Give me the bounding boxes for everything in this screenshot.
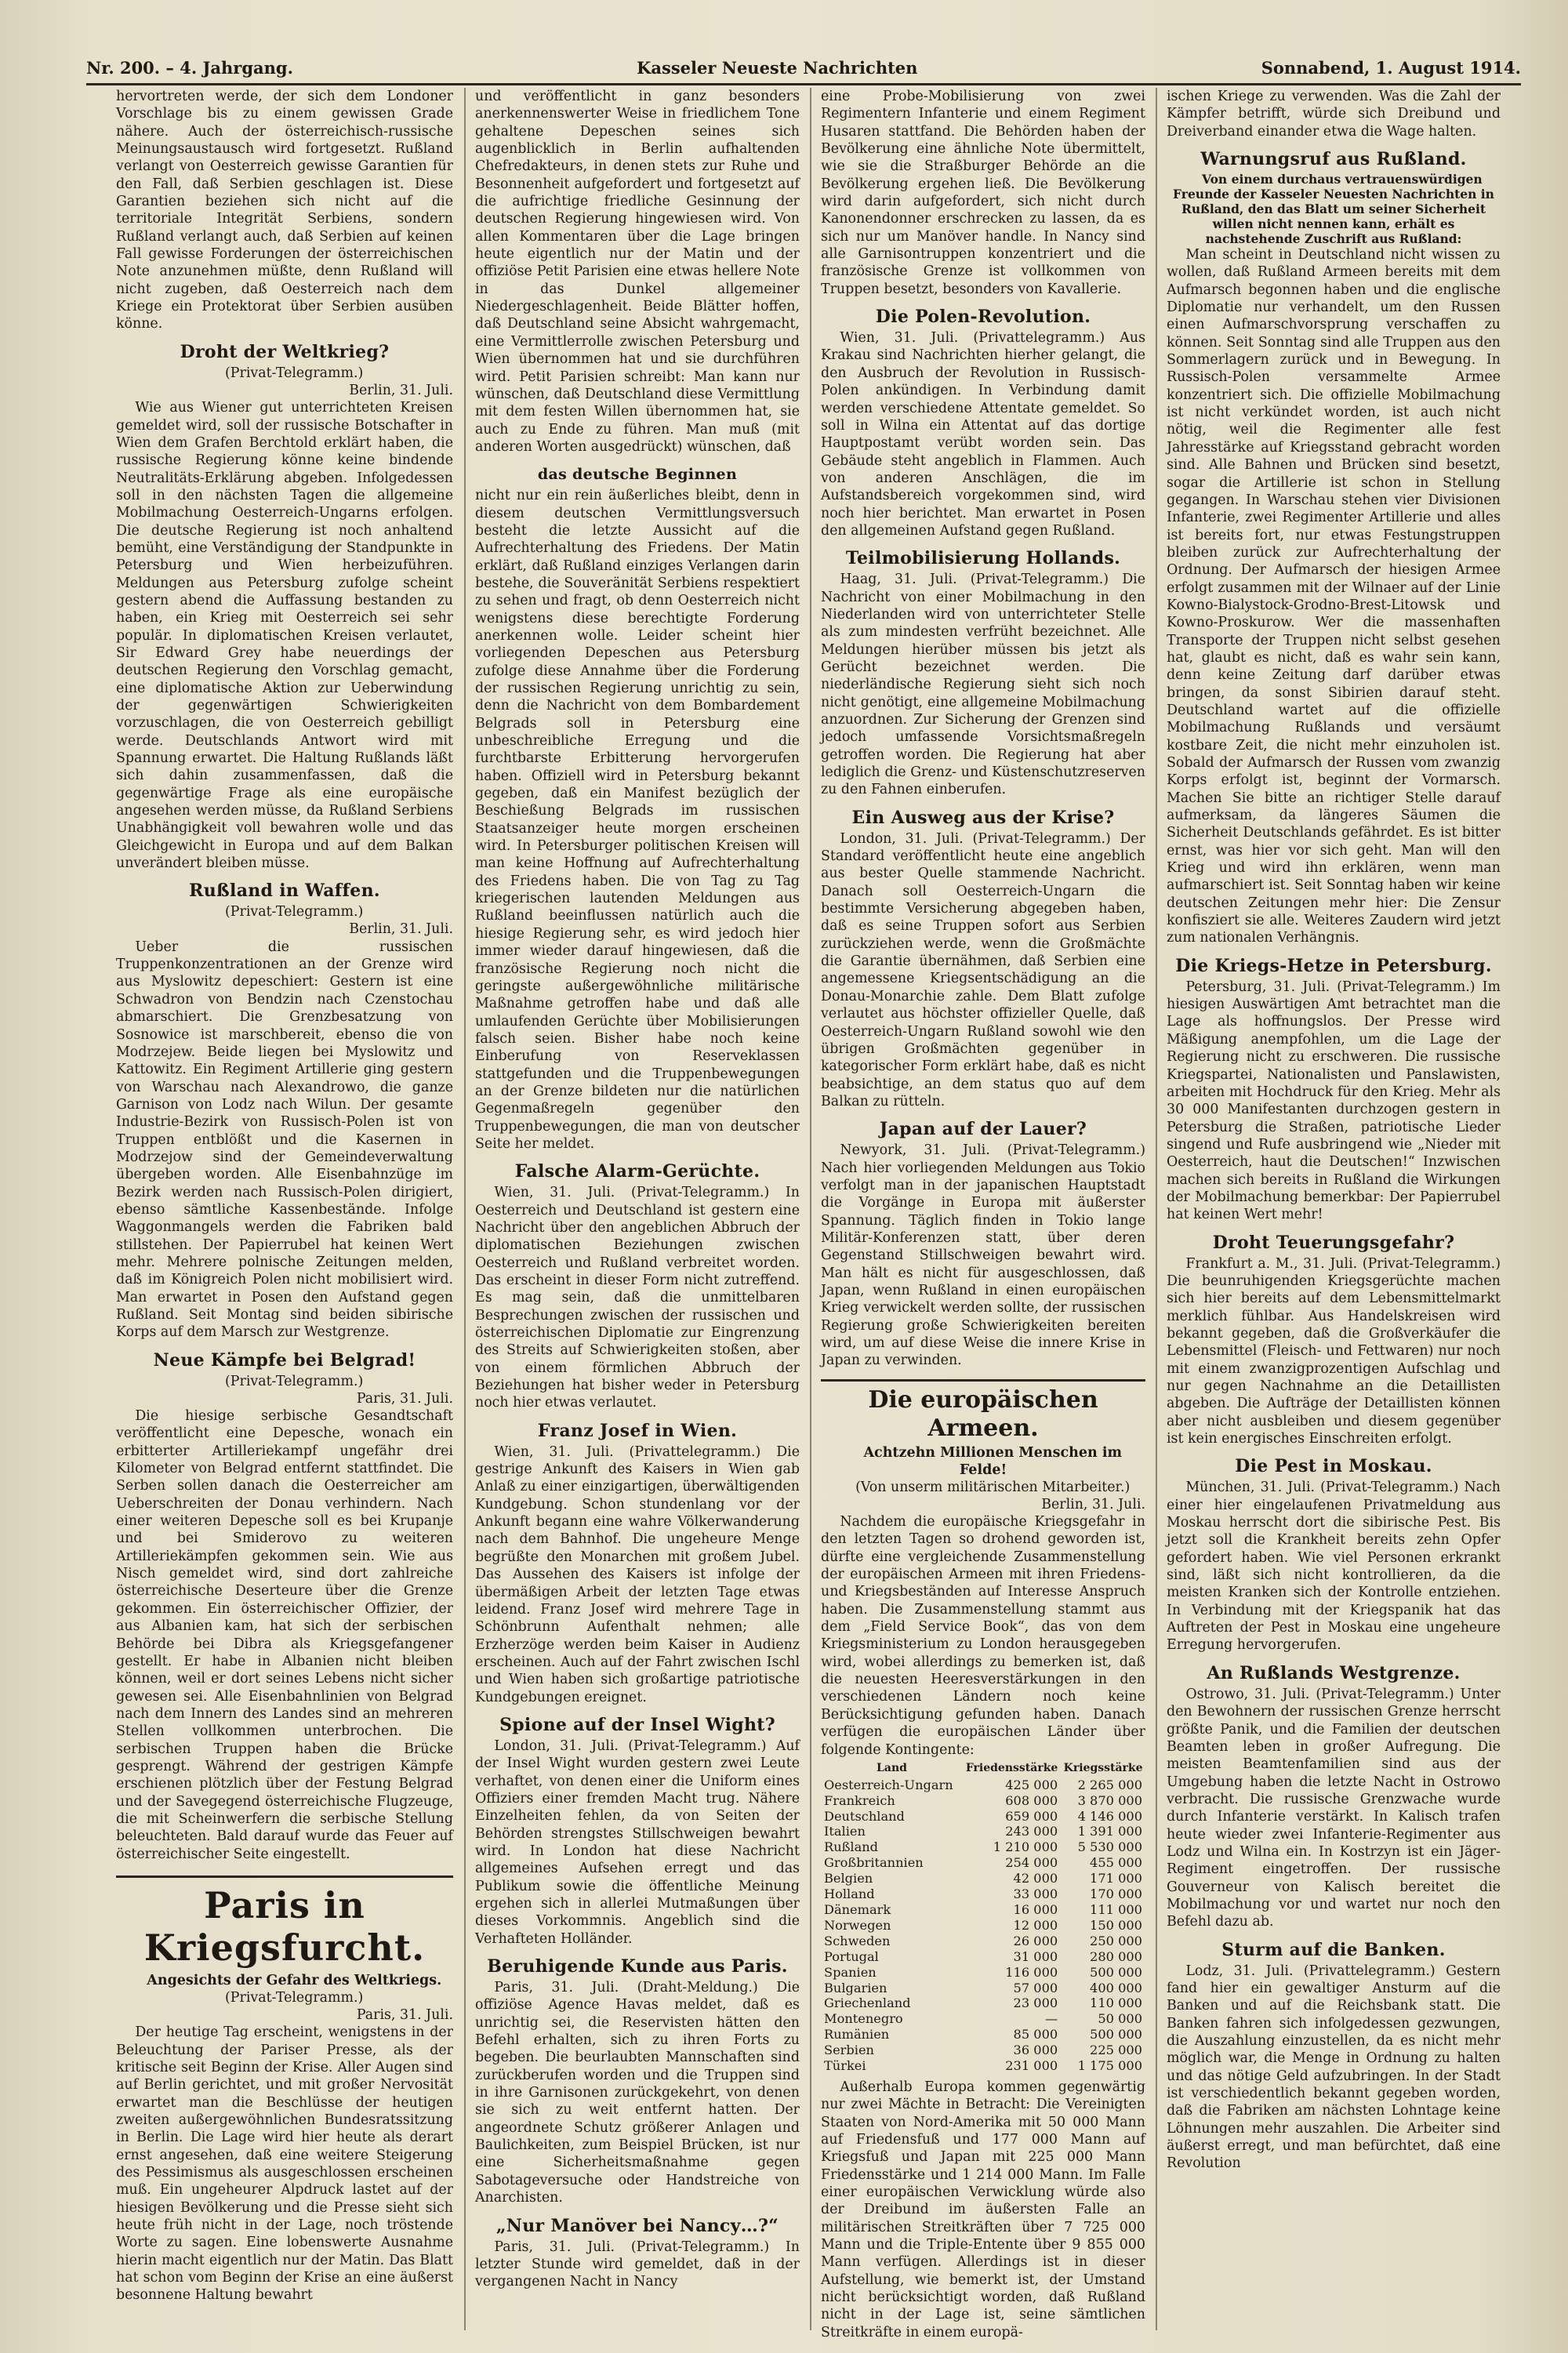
table-cell-war: 500 000 — [1090, 1964, 1142, 1980]
table-row — [821, 1934, 1145, 1949]
headline-alarm-geruechte: Falsche Alarm-Gerüchte. — [514, 1161, 760, 1182]
article-body: nicht nur ein rein äußerliches bleibt, denn in diesem deutschen Vermittlungsversuch besteht die letzte Aussicht auf die Aufrechterhaltung des Friedens. Der Matin erklärt, daß Rußland einziges Verlangen darin bestehe, die Souveränität Serbiens respektiert zu sehen und fragt, ob denn Oesterreich nicht wenigstens diese berechtigte Forderung anerkennen wolle. Leider scheint hier vorliegenden Depeschen aus Petersburg zufolge diese Annahme über die Forderung der russischen Regierung unrichtig zu sein, denn die Nachricht von dem Bombardement Belgrads soll in Petersburg eine unbeschreibliche Erregung und die furchtbarste Erbitterung hervorgerufen haben. Offiziell wird in Petersburg bekannt gegeben, daß ein Manifest bezüglich der Beschießung Belgrads im russischen Staatsanzeiger heute morgen erscheinen wird. In Petersburger politischen Kreisen will man keine Hoffnung auf Aufrechterhaltung des Friedens haben. Die von Tag zu Tag kriegerischen lautenden Meldungen aus Rußland beeinflussen natürlich auch die hiesige Regierung sehr, es wird jedoch hier immer wieder darauf hingewiesen, daß die französische Regierung noch nicht die geringste außergewöhnliche militärische Maßnahme getroffen habe und daß alle umlaufenden Gerüchte über Mobilisierungen falsch seien. Bisher habe noch keine Einberufung von Reserveklassen stattgefunden und die Truppenbewegungen an der Grenze bildeten nur die natürlichen Gegenmaßregeln gegenüber den Truppenbewegungen, die man von deutscher Seite her meldet. — [475, 488, 800, 1152]
masthead — [86, 52, 1521, 85]
table-cell-war: 170 000 — [1090, 1886, 1142, 1902]
table-cell-country: Rumänien — [824, 2027, 890, 2043]
table-cell-peace: 243 000 — [1005, 1824, 1058, 1839]
dateline: Berlin, 31. Juli. — [349, 382, 453, 398]
table-header: Kriegsstärke — [1063, 1761, 1143, 1774]
table-cell-peace: 425 000 — [1005, 1777, 1058, 1792]
article-body: Der heutige Tag erscheint, wenigstens in der Beleuchtung der Pariser Presse, als der kritische seit Beginn der Krise. Aller Augen sind auf Berlin gerichtet, und mit großer Nervosität erwartet man die Beschlüsse der heutigen zweiten außergewöhnlichen Bundesratssitzung in Berlin. Die Lage wird hier heute als derart ernst angesehen, daß eine weitere Steigerung des Pessimismus als ausgeschlossen erscheinen muß. Ein ungeheurer Alpdruck lastet auf der hiesigen Bevölkerung und die Presse sieht sich heute früh nicht in der Lage, noch tröstende Worte zu sagen. Eine lobenswerte Ausnahme hierin macht eigentlich nur der Matin. Das Blatt hat schon vom Beginn der Krise an eine äußerst besonnene Haltung bewahrt — [116, 2024, 453, 2304]
table-row — [821, 1824, 1145, 1839]
table-row — [821, 1855, 1145, 1871]
table-header: Land — [877, 1761, 907, 1774]
table-header-row — [821, 1760, 1145, 1777]
column-rule — [810, 88, 811, 2330]
table-row — [821, 2043, 1145, 2058]
article-body: Wie aus Wiener gut unterrichteten Kreisen gemeldet wird, soll der russische Botschafter in Wien dem Grafen Berchtold erklärt haben, die russische Regierung könne keine bindende Neutralitäts-Erklärung abgeben. Infolgedessen soll in den nächsten Tagen die allgemeine Mobilmachung Oesterreich-Ungarns erfolgen. Die deutsche Regierung ist noch anhaltend bemüht, eine Verständigung der Standpunkte in Petersburg und Wien herbeizuführen. Meldungen aus Petersburg zufolge scheint gestern abend die Auffassung bestanden zu haben, ein Krieg mit Oesterreich sei sehr populär. In diplomatischen Kreisen verlautet, Sir Edward Grey habe neuerdings der deutschen Regierung den Vorschlag gemacht, eine diplomatische Aktion zur Ueberwindung der gegenwärtigen Schwierigkeiten vorzuschlagen, die von Oesterreich gebilligt werde. Deutschlands Antwort wird mit Spannung erwartet. Die Haltung Rußlands läßt sich dahin zusammenfassen, daß die gegenwärtige Frage als eine europäische angesehen werden müsse, da Rußland Serbiens Unabhängigkeit voll bewahren wolle und das Gleichgewicht in Europa und auf dem Balkan unverändert bleiben müsse. — [116, 400, 453, 872]
table-cell-war: 280 000 — [1090, 1948, 1142, 1964]
table-cell-peace: 659 000 — [1005, 1808, 1058, 1824]
table-row — [821, 1839, 1145, 1855]
column-4 — [1167, 88, 1501, 2330]
table-cell-country: Oesterreich-Ungarn — [824, 1777, 953, 1792]
subheadline: Angesichts der Gefahr des Weltkriegs. — [147, 1972, 442, 1988]
headline-manoever-nancy: „Nur Manöver bei Nancy…?“ — [495, 2215, 779, 2236]
table-cell-country: Griechenland — [824, 1995, 911, 2011]
source-line: (Privat-Telegramm.) — [225, 1989, 364, 2006]
article-body: Die hiesige serbische Gesandtschaft veröffentlicht eine Depesche, wonach ein erbitterter Artilleriekampf ungefähr drei Kilometer von Belgrad entfernt stattfindet. Die Serben sollen danach die Oesterreicher am Ueberschreiten der Donau verhindern. Nach einer weiteren Depesche soll es bei Krupanje und bei Smiderovo zu weiteren Artilleriekämpfen gekommen sein. Wie aus Nisch gemeldet wird, sind dort zahlreiche österreichische Deserteure über die Grenze gekommen. Ein österreichischer Offizier, der aus Albanien kam, hat sich der serbischen Behörde bei Dibra als Kriegsgefangener gestellt. Er habe in Albanien nicht bleiben können, weil er dort seines Lebens nicht sicher gewesen sei. Alle Eisenbahnlinien von Belgrad nach dem Innern des Landes sind an mehreren Stellen vollkommen unterbrochen. Die serbischen Truppen haben die Brücke gesprengt. Während der gestrigen Kämpfe erschienen plötzlich über der Festung Belgrad und der Savegegend österreichische Flugzeuge, die mit Scheinwerfern die serbische Stellung beleuchteten. Bald darauf wurde das Feuer auf österreichischer Seite eingestellt. — [116, 1408, 453, 1862]
table-cell-country: Norwegen — [824, 1917, 891, 1933]
article-continuation: und veröffentlicht in ganz besonders anerkennenswerter Weise in friedlichem Tone gehaltene Depeschen seines sich augenblicklich in Berlin aufhaltenden Chefredakteurs, in denen stets zur Ruhe und Besonnenheit aufgefordert und fortgesetzt auf die aufrichtige friedliche Gesinnung der deutschen Regierung hingewiesen wird. Von allen Kommentaren über die Lage bringen heute eigentlich nur der Matin und der offiziöse Petit Parisien eine etwas hellere Note in das Dunkel allgemeiner Niedergeschlagenheit. Beide Blätter hoffen, daß Deutschland seine Absicht wahrgemacht, eine Vermittlerrolle zwischen Petersburg und Wien übernommen hat und sie durchführen wird. Petit Parisien schreibt: Man kann nur wünschen, daß Deutschland diese Vermittlung mit dem festen Willen übernommen hat, sie auch zu Ende zu führen. Man muß (mit anderen Worten ausgedrückt) wünschen, daß — [475, 89, 800, 455]
dateline: Paris, 31. Juli. — [356, 2006, 453, 2023]
subheadline: Von einem durchaus vertrauenswürdigen Freunde der Kasseler Neuesten Nachrichten in Rußland, den das Blatt um seiner Sicherheit willen nicht nennen kann, erhält es nachstehende Zuschrift aus Rußland: — [1173, 172, 1494, 247]
table-row — [821, 1981, 1145, 1996]
column-1 — [116, 88, 453, 2330]
article-body: Newyork, 31. Juli. (Privat-Telegramm.) Nach hier vorliegenden Meldungen aus Tokio verfolgt man in der japanischen Hauptstadt die Vorgänge in Europa mit äußerster Spannung. Täglich finden in Tokio lange Militär-Konferenzen statt, über deren Gegenstand Stillschweigen bewahrt wird. Man hält es nicht für ausgeschlossen, daß Japan, wenn Rußland in einen europäischen Krieg verwickelt werden sollte, der russischen Regierung große Schwierigkeiten bereiten wird, um auf diese Weise die innere Krise in Japan zu verwinden. — [821, 1142, 1145, 1369]
table-row — [821, 1902, 1145, 1918]
headline-franz-josef: Franz Josef in Wien. — [537, 1420, 738, 1441]
table-cell-country: Türkei — [824, 2058, 866, 2074]
armies-table — [821, 1760, 1145, 2074]
article-body: Man scheint in Deutschland nicht wissen zu wollen, daß Rußland Armeen bereits mit dem Aufmarsch begonnen haben und die englische Diplomatie nur verhandelt, um den Russen einen Aufmarschvorsprung verschaffen zu können. Seit Sonntag sind alle Truppen aus den Sommerlagern zurück und in Bewegung. In Russisch-Polen versammelte Armee konzentriert sich. Die offizielle Mobilmachung ist nicht verkündet worden, ist auch nicht nötig, weil die Regimenter alle fest Jahresstärke auf Kriegsstand gebracht worden sind. Alle Bahnen und Brücken sind besetzt, sogar die Artillerie ist schon in Stellung gegangen. In Warschau stehen vier Divisionen Infanterie, zwei Regimenter Artillerie und alles ist bereits fort, nur etwas Festungstruppen bleiben zurück zur Aufrechterhaltung der Ordnung. Der Aufmarsch der hiesigen Armee erfolgt zusammen mit der Wilnaer auf der Linie Kowno-Bialystock-Grodno-Brest-Litowsk und Kowno-Proskurow. Wer die massenhaften Transporte der Truppen nicht selbst gesehen hat, glaubt es nicht, daß es wahr sein kann, denn keine Zeitung darf darüber etwas bringen, da sonst Sibirien darauf steht. Deutschland wartet auf die offizielle Mobilmachung Rußlands und versäumt kostbare Zeit, die nicht mehr einzuholen ist. Sobald der Aufmarsch der Russen vom zwanzig Korps erfolgt ist, beginnt der Vormarsch. Machen Sie bitte an richtiger Stelle darauf aufmerksam, da längeres Säumen die Sicherheit Deutschlands gefährdet. Es ist bitter ernst, was hier vor sich geht. Man will den Krieg und wird ihn erklären, wenn man aufmarschiert ist. Seit Sonntag haben wir keine deutschen Zeitungen mehr hier: Die Zensur konfisziert sie alle. Weiteres Zaudern wird jetzt zum nationalen Verhängnis. — [1167, 247, 1501, 946]
table-header: Friedensstärke — [965, 1761, 1058, 1774]
table-cell-peace: 16 000 — [1013, 1902, 1058, 1917]
article-continuation: hervortreten werde, der sich dem Londoner Vorschlage bis zu einem gewissen Grade nähere. Auch der österreichisch-russische Meinungsaustausch wird fortgesetzt. Rußland verlangt von Oesterreich gewisse Garantien für den Fall, daß Serbien geschlagen ist. Diese Garantien beziehen sich nicht auf die territoriale Integrität Serbiens, sondern Rußland verlangt auch, daß Serbien auf keinen Fall gewisse Forderungen der österreichischen Note anzunehmen müßte, denn Rußland will nicht zugeben, daß Oesterreich nach dem Kriege ein Protektorat über Serbien ausüben könne. — [116, 89, 453, 332]
table-cell-war: 500 000 — [1090, 2027, 1142, 2043]
headline-polen-revolution: Die Polen-Revolution. — [875, 307, 1091, 328]
table-row — [821, 1995, 1145, 2011]
table-cell-country: Italien — [824, 1824, 866, 1839]
table-cell-peace: 608 000 — [1005, 1792, 1058, 1808]
article-body: Ueber die russischen Truppenkonzentrationen an der Grenze wird aus Myslowitz depeschiert: Gestern ist eine Schwadron von Bendzin nach Czenstochau abmarschiert. Die Grenzbesatzung von Sosnowice ist marschbereit, ebenso die von Modrzejew. Beide liegen bei Myslowitz und Kattowitz. Ein Regiment Artillerie ging gestern von Warschau nach Alexandrowo, die ganze Garnison von Lodz nach Wilun. Der gesamte Industrie-Bezirk von Russisch-Polen ist von Truppen entblößt und die Kasernen in Modrzejow sind der Gemeindeverwaltung übergeben worden. Alle Eisenbahnzüge im Bezirk werden nach Russisch-Polen dirigiert, ebenso sämtliche Kassenbestände. Infolge Waggonmangels werden die Fabriken bald stillstehen. Der Papierrubel hat keinen Wert mehr. Mehrere polnische Zeitungen melden, daß im Königreich Polen nicht mobilisiert wird. Man erwartet in Posen den Aufstand gegen Rußland. Seit Montag sind beiden sibirische Korps auf dem Marsch zur Westgrenze. — [116, 939, 453, 1341]
article-body: Paris, 31. Juli. (Privat-Telegramm.) In letzter Stunde wird gemeldet, daß in der vergangenen Nacht in Nancy — [475, 2239, 800, 2290]
headline-hollands: Teilmobilisierung Hollands. — [845, 548, 1121, 569]
table-cell-country: Spanien — [824, 1964, 877, 1980]
table-cell-peace: 31 000 — [1013, 1948, 1058, 1964]
subheadline: Achtzehn Millionen Menschen im Felde! — [863, 1444, 1123, 1478]
table-row — [821, 1886, 1145, 1902]
headline-pest-moskau: Die Pest in Moskau. — [1235, 1456, 1432, 1477]
table-cell-war: 2 265 000 — [1077, 1777, 1142, 1792]
column-rule — [1156, 88, 1157, 2330]
table-cell-country: Schweden — [824, 1933, 891, 1948]
table-cell-peace: 85 000 — [1013, 2027, 1058, 2043]
article-body: Frankfurt a. M., 31. Juli. (Privat-Telegramm.) Die beunruhigenden Kriegsgerüchte machen sich hier bereits auf dem Lebensmittelmarkt merklich fühlbar. Aus Handelskreisen wird bekannt gegeben, daß die Großverkäufer die Lebensmittel (Fleisch- und Fettwaren) nur noch mit einem zwanzigprozentigen Aufschlag und nur gegen Nachnahme an die Detaillisten abgeben. Die Aufträge der Detaillisten können aber nicht ausbleiben und diesem gegenüber ist kein energisches Einschreiten erfolgt. — [1167, 1255, 1501, 1447]
table-row — [821, 1949, 1145, 1965]
table-cell-country: Bulgarien — [824, 1980, 887, 1995]
article-body: Haag, 31. Juli. (Privat-Telegramm.) Die Nachricht von einer Mobilmachung in den Niederlanden wird von unterrichteter Stelle als zum mindesten verfrüht bezeichnet. Alle Meldungen hierüber müssen bis jetzt als Gerücht bezeichnet werden. Die niederländische Regierung sieht sich noch nicht genötigt, eine allgemeine Mobilmachung anzuordnen. Zur Sicherung der Grenzen sind jedoch umfassende Vorsichtsmaßregeln getroffen worden. Die Regierung hat aber lediglich die Grenz- und Küstenschutzreserven zu den Fahnen einberufen. — [821, 572, 1145, 798]
article-body: Wien, 31. Juli. (Privattelegramm.) Die gestrige Ankunft des Kaisers in Wien gab Anlaß zu einer einzigartigen, überwältigenden Kundgebung. Schon stundenlang vor der Ankunft begann eine wahre Völkerwanderung nach dem Bahnhof. Die ungeheure Menge begrüßte den Monarchen mit großem Jubel. Das Aussehen des Kaisers ist infolge der übermäßigen Arbeit der letzten Tage etwas leidend. Franz Josef wird mehrere Tage in Schönbrunn Aufenthalt nehmen; alle Erzherzöge werden beim Kaiser in Audienz erscheinen. Auch auf der Fahrt zwischen Ischl und Wien haben sich großartige patriotische Kundgebungen ereignet. — [475, 1443, 800, 1705]
article-body: Außerhalb Europa kommen gegenwärtig nur zwei Mächte in Betracht: Die Vereinigten Staaten von Nord-Amerika mit 50 000 Mann auf Friedensfuß und 177 000 Mann auf Kriegsfuß und Japan mit 225 000 Mann Friedensstärke und 1 214 000 Mann. Im Falle einer europäischen Verwicklung würde also der Dreibund im äußersten Falle an militärischen Streitkräften über 7 725 000 Mann und die Triple-Entente über 9 855 000 Mann verfügen. Allerdings ist in dieser Aufstellung, wie bemerkt ist, der Umstand nicht berücksichtigt worden, daß Rußland nicht in der Lage ist, seine sämtlichen Streitkräfte in einem europä- — [821, 2079, 1145, 2340]
headline-warnungsruf: Warnungsruf aus Rußland. — [1200, 149, 1467, 170]
table-cell-country: Großbritannien — [824, 1855, 924, 1871]
table-cell-peace: 26 000 — [1013, 1933, 1058, 1948]
table-row — [821, 2027, 1145, 2043]
table-cell-war: 110 000 — [1090, 1995, 1142, 2011]
headline-paris-kriegsfurcht: Paris in Kriegsfurcht. — [116, 1876, 453, 1969]
article-body: London, 31. Juli. (Privat-Telegramm.) Auf der Insel Wight wurden gestern zwei Leute verhaftet, von denen einer die Uniform eines Offiziers einer fremden Macht trug. Nähere Einzelheiten fehlen, da von Seiten der Behörden strengstes Stillschweigen bewahrt wird. In London hat diese Nachricht allgemeines Aufsehen erregt und das Publikum sowie die öffentliche Meinung ergehen sich in allerlei Mutmaßungen über dieses Vorkommnis. Angeblich sind die Verhafteten Holländer. — [475, 1738, 800, 1947]
headline-deutsche-beginnen: das deutsche Beginnen — [537, 466, 738, 484]
table-cell-country: Deutschland — [824, 1808, 905, 1824]
table-cell-war: 4 146 000 — [1077, 1808, 1142, 1824]
article-body: Wien, 31. Juli. (Privattelegramm.) Aus Krakau sind Nachrichten hierher gelangt, die den Ausbruch der Revolution in Russisch-Polen ankündigen. In Verbindung damit werden verschiedene Attentate gemeldet. So soll in Wilna ein Attentat auf das dortige Hauptpostamt verübt worden sein. Das Gebäude steht angeblich in Flammen. Auch von anderen Anschlägen, die im Aufstandsbereich vorgekommen sind, wird noch hier berichtet. Man erwartet in Posen den allgemeinen Aufstand gegen Rußland. — [821, 330, 1145, 539]
column-3 — [821, 88, 1145, 2340]
table-cell-war: 455 000 — [1090, 1855, 1142, 1871]
table-row — [821, 1918, 1145, 1934]
headline-sturm-banken: Sturm auf die Banken. — [1221, 1939, 1446, 1960]
table-row — [821, 1809, 1145, 1825]
table-cell-country: Belgien — [824, 1871, 873, 1886]
article-body: München, 31. Juli. (Privat-Telegramm.) Nach einer hier eingelaufenen Privatmeldung aus Moskau herrscht dort die sibirische Pest. Bis jetzt soll die Krankheit bereits zehn Opfer gefordert haben. Wie viel Personen erkrankt sind, läßt sich nicht kontrollieren, da die meisten Kranken sich der Kontrolle entziehen. In Verbindung mit der Kriegspanik hat das Auftreten der Pest in Moskau eine ungeheure Erregung hervorgerufen. — [1167, 1480, 1501, 1654]
table-row — [821, 2011, 1145, 2027]
headline-kriegshetze: Die Kriegs-Hetze in Petersburg. — [1175, 955, 1492, 976]
table-cell-peace: 36 000 — [1013, 2043, 1058, 2058]
table-row — [821, 1777, 1145, 1793]
headline-europaeische-armeen: Die europäischen Armeen. — [821, 1379, 1145, 1443]
table-cell-war: 3 870 000 — [1077, 1792, 1142, 1808]
table-cell-war: 111 000 — [1090, 1902, 1142, 1917]
source-line: (Privat-Telegramm.) — [225, 904, 364, 921]
headline-weltkrieg: Droht der Weltkrieg? — [180, 341, 390, 362]
headline-kunde-paris: Beruhigende Kunde aus Paris. — [487, 1956, 788, 1977]
table-cell-country: Holland — [824, 1886, 875, 1902]
table-cell-peace: 33 000 — [1013, 1886, 1058, 1902]
table-cell-peace: 116 000 — [1005, 1964, 1058, 1980]
table-cell-country: Dänemark — [824, 1902, 891, 1917]
headline-teuerung: Droht Teuerungsgefahr? — [1212, 1232, 1455, 1253]
newspaper-title: Kasseler Neueste Nachrichten — [637, 57, 918, 78]
table-cell-country: Serbien — [824, 2043, 874, 2058]
table-cell-country: Portugal — [824, 1948, 879, 1964]
article-body: London, 31. Juli. (Privat-Telegramm.) Der Standard veröffentlicht heute eine angeblich aus bester Quelle stammende Nachricht. Danach soll Oesterreich-Ungarn die bestimmte Versicherung abgegeben haben, daß es seine Truppen sofort aus Serbien zurückziehen werde, wenn die Großmächte die Garantie übernähmen, daß Serbien eine angemessene Kriegsentschädigung an die Donau-Monarchie zahle. Dem Blatt zufolge verlautet aus höchster offizieller Quelle, daß Oesterreich-Ungarn Rußland sowohl wie den übrigen Großmächten gegenüber in kategorischer Form erklärt habe, daß es nicht beabsichtige, an dem status quo auf dem Balkan zu rütteln. — [821, 830, 1145, 1109]
table-cell-war: 1 175 000 — [1077, 2058, 1142, 2074]
headline-japan: Japan auf der Lauer? — [879, 1119, 1087, 1140]
table-cell-war: 1 391 000 — [1077, 1824, 1142, 1839]
table-cell-country: Frankreich — [824, 1792, 895, 1808]
article-continuation: ischen Kriege zu verwenden. Was die Zahl der Kämpfer betrifft, würde sich Dreibund und Dreiverband einander etwa die Wage halten. — [1167, 89, 1501, 140]
issue-number: Nr. 200. – 4. Jahrgang. — [86, 57, 293, 78]
dateline: Berlin, 31. Juli. — [349, 921, 453, 938]
article-body: Paris, 31. Juli. (Draht-Meldung.) Die offiziöse Agence Havas meldet, daß es unrichtig sei, die Reservisten hätten den Befehl erhalten, sich zu ihren Forts zu begeben. Die beurlaubten Mannschaften sind zurückberufen worden und die Truppen sind in ihre Garnisonen zurückgekehrt, von denen sie sich zu weit entfernt hatten. Der angeordnete Schutz größerer Anlagen und Baulichkeiten, zum Beispiel Brücken, ist nur eine Sicherheitsmaßnahme gegen Sabotageversuche oder Handstreiche von Anarchisten. — [475, 1980, 800, 2206]
table-cell-peace: 1 210 000 — [993, 1839, 1058, 1855]
source-line: (Von unserm militärischen Mitarbeiter.) — [855, 1479, 1131, 1495]
table-row — [821, 1965, 1145, 1981]
table-cell-peace: 42 000 — [1013, 1871, 1058, 1886]
table-cell-peace: 57 000 — [1013, 1980, 1058, 1995]
table-row — [821, 2058, 1145, 2074]
table-cell-peace: 254 000 — [1005, 1855, 1058, 1871]
article-body: Ostrowo, 31. Juli. (Privat-Telegramm.) Unter den Bewohnern der russischen Grenze herrscht größte Panik, und die Familien der deutschen Beamten leben in großer Aufregung. Die meisten Beamtenfamilien sind aus der Umgebung haben die letzte Nacht in Ostrowo verbracht. Die russische Grenzwache wurde durch Infanterie verstärkt. In Kalisch trafen heute wieder zwei Infanterie-Regimenter aus Lodz und Wilna ein. In Kostrzyn ist ein Jäger-Regiment eingetroffen. Der russische Gouverneur von Kalisch bereitet die Mobilmachung vor und wartet nur noch den Befehl dazu ab. — [1167, 1686, 1501, 1930]
article-body: Wien, 31. Juli. (Privat-Telegramm.) In Oesterreich und Deutschland ist gestern eine Nachricht über den angeblichen Abbruch der diplomatischen Beziehungen zwischen Oesterreich und Rußland verbreitet worden. Das erscheint in dieser Form nicht zutreffend. Es mag sein, daß die unmittelbaren Besprechungen zwischen der russischen und österreichischen Diplomatie zur Eingrenzung des Streits auf Schwierigkeiten stoßen, aber von einem förmlichen Abbruch der Beziehungen hat bisher weder in Petersburg noch hier etwas verlautet. — [475, 1185, 800, 1411]
source-line: (Privat-Telegramm.) — [225, 1373, 364, 1389]
headline-russland-waffen: Rußland in Waffen. — [189, 881, 380, 902]
table-cell-war: 400 000 — [1090, 1980, 1142, 1995]
table-row — [821, 1793, 1145, 1809]
table-cell-war: 225 000 — [1090, 2043, 1142, 2058]
article-body: Nachdem die europäische Kriegsgefahr in den letzten Tagen so drohend geworden ist, dürfte eine vergleichende Zusammenstellung der europäischen Armeen mit ihren Friedens- und Kriegsbeständen auf Interesse Anspruch haben. Die Zusammenstellung stammt aus dem „Field Service Book“, das von dem Kriegsministerium zu London herausgegeben wird, wobei allerdings zu bemerken ist, daß die neuesten Heeresverstärkungen in den verschiedenen Ländern noch keine Berücksichtigung gefunden haben. Danach verfügen die europäischen Länder über folgende Kontingente: — [821, 1514, 1145, 1758]
table-row — [821, 1871, 1145, 1886]
issue-date: Sonnabend, 1. August 1914. — [1261, 57, 1521, 78]
table-cell-country: Montenegro — [824, 2011, 903, 2027]
table-cell-war: 50 000 — [1098, 2011, 1142, 2027]
table-cell-war: 5 530 000 — [1077, 1839, 1142, 1855]
table-cell-peace: 12 000 — [1013, 1917, 1058, 1933]
column-2 — [475, 88, 800, 2330]
dateline: Paris, 31. Juli. — [356, 1390, 453, 1407]
article-body: Lodz, 31. Juli. (Privattelegramm.) Gestern fand hier ein gewaltiger Ansturm auf die Banken und auf die Reichsbank statt. Die Banken fahren sich infolgedessen gezwungen, die Auszahlung einzustellen, da es nicht mehr möglich war, die Menge in Ordnung zu halten und das nötige Geld aufzubringen. In der Stadt ist verschiedentlich bekannt gegeben worden, daß die Fabriken am nächsten Lohntage keine Löhnungen mehr auszahlen. Die Arbeiter sind äußerst erregt, und man befürchtet, daß eine Revolution — [1167, 1963, 1501, 2172]
article-continuation: eine Probe-Mobilisierung von zwei Regimentern Infanterie und einem Regiment Husaren stattfand. Die Behörden haben der Bevölkerung eine ähnliche Note übermittelt, wie sie die Straßburger Behörde an die Bevölkerung ergehen ließ. Die Bevölkerung wird darin aufgefordert, sich nicht durch Kanonendonner erschrecken zu lassen, da es sich nur um Manöver handle. In Nancy sind alle Garnisontruppen konzentriert und die französische Grenze ist vollkommen von Truppen besetzt, besonders von Kavallerie. — [821, 89, 1145, 297]
column-rule — [464, 88, 466, 2330]
headline-belgrad: Neue Kämpfe bei Belgrad! — [153, 1349, 416, 1371]
table-cell-country: Rußland — [824, 1839, 879, 1855]
headline-ausweg: Ein Ausweg aus der Krise? — [851, 807, 1115, 828]
source-line: (Privat-Telegramm.) — [225, 365, 364, 381]
table-cell-war: 171 000 — [1090, 1871, 1142, 1886]
table-cell-war: 150 000 — [1090, 1917, 1142, 1933]
article-body: Petersburg, 31. Juli. (Privat-Telegramm.) Im hiesigen Auswärtigen Amt betrachtet man die Lage als hoffnungslos. Der Presse wird Mäßigung anempfohlen, um die Lage der Regierung nicht zu erschweren. Die russische Kriegspartei, Nationalisten und Panslawisten, arbeiten mit Hochdruck für den Krieg. Mehr als 30 000 Manifestanten durchzogen gestern in Petersburg die Straßen, patriotische Lieder singend und Rufe ausbringend wie „Nieder mit Oesterreich, haut die Deutschen!“ Inzwischen machen sich bereits in Rußland die Wirkungen der Mobilmachung bemerkbar: Der Papierrubel hat keinen Wert mehr! — [1167, 979, 1501, 1223]
dateline: Berlin, 31. Juli. — [1041, 1496, 1145, 1512]
headline-insel-wight: Spione auf der Insel Wight? — [499, 1714, 775, 1735]
headline-westgrenze: An Rußlands Westgrenze. — [1207, 1662, 1461, 1683]
table-cell-peace: 231 000 — [1005, 2058, 1058, 2074]
table-cell-war: 250 000 — [1090, 1933, 1142, 1948]
table-cell-peace: — — [1045, 2011, 1058, 2027]
table-cell-peace: 23 000 — [1013, 1995, 1058, 2011]
